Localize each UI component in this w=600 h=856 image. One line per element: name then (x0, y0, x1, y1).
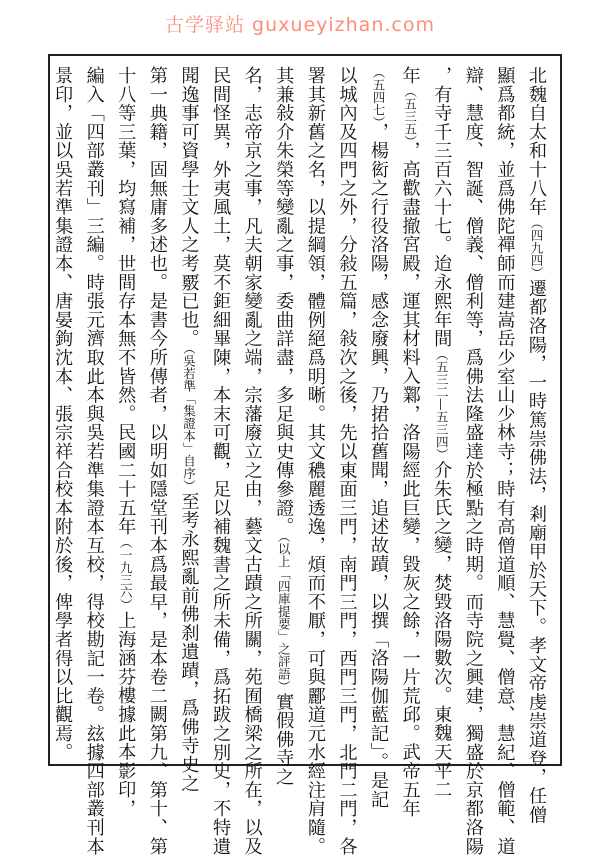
text-run: ，有寺千三百六十七。迨永熙年間 (431, 66, 453, 348)
text-run: 署其新舊之名，以提綱領，體例絕爲明晰。其文穠麗透逸，煩而不厭，可與酈道元水經注肩隨。 (304, 66, 326, 856)
text-run: 編入「四部叢刊」三編。時張元濟取此本與吳若準集證本互校，得校勘記一卷。玆據四部叢刊本 (83, 66, 105, 856)
text-run: 名，志帝京之事，凡夫朝家變亂之端，宗藩廢立之由，藝文古蹟之所關，苑囿橋梁之所在，以及 (241, 66, 263, 856)
text-column (78, 66, 110, 856)
text-column (236, 66, 268, 856)
text-run: ，楊衒之行役洛陽，感念廢興，乃捃拾舊聞，追述故蹟，以撰「洛陽伽藍記」。是記 (368, 122, 390, 809)
inline-annotation: （一九三六） (118, 536, 134, 611)
text-column (299, 66, 331, 856)
text-column (457, 66, 489, 856)
text-run: 遷都洛陽，一時篤崇佛法，剎廟甲於天下。孝文帝虔崇道登，任僧 (526, 278, 547, 825)
text-column (141, 66, 173, 856)
text-column (173, 66, 205, 793)
text-run: 介朱氏之變，焚毀洛陽數次。東魏天平二 (431, 460, 453, 799)
text-column (47, 66, 79, 762)
text-run: 第一典籍，固無庸多述也。是書今所傳者，以明如隱堂刊本爲最早，是本卷二闕第九、第十、第 (146, 66, 168, 856)
text-run: 至考永熙亂前佛刹遺蹟，爲佛寺史之 (178, 491, 200, 793)
text-column (331, 66, 363, 856)
text-column (110, 66, 142, 818)
text-column (204, 66, 236, 856)
text-run: 實假佛寺之 (273, 692, 295, 787)
text-column (268, 66, 300, 787)
inline-annotation: （吳若準「集證本」自序） (181, 348, 197, 492)
inline-annotation: （以上「四庫提要」之評語） (276, 536, 292, 693)
body-text (52, 66, 552, 856)
text-run: 北魏自太和十八年 (526, 66, 547, 217)
text-run: 景印，並以吳若準集證本、唐晏鉤沈本、張宗祥合校本附於後，俾學者得以比觀焉。 (52, 66, 74, 762)
text-column (394, 66, 426, 818)
text-column (489, 66, 521, 856)
text-run: 其兼敍介朱榮等變亂之事，委曲詳盡，多足與史傳參證。 (273, 66, 295, 536)
inline-annotation: （五四七） (371, 66, 387, 123)
inline-annotation: （五三二—五三四） (434, 348, 450, 461)
site-watermark: 古学驿站 guxueyizhan.com (165, 14, 435, 36)
text-run: 民間怪異，外夷風土，莫不鉅細畢陳，本末可觀，足以補魏書之所未備，爲拓跋之別史，不特遺 (210, 66, 232, 856)
text-run: 十八等三葉，均寫補，世間存本無不皆然。民國二十五年 (115, 66, 137, 536)
text-column (362, 66, 394, 809)
inline-annotation: （四九四） (529, 216, 544, 279)
text-run: 顯爲都統，並爲佛陀禪師而建嵩岳少室山少林寺；時有高僧道順、慧覺、僧意、慧紀、僧範、道 (494, 66, 516, 856)
text-run: 辯、慧度、智誕、僧義、僧利等，爲佛法隆盛達於極點之時期。而寺院之興建，獨盛於京都洛陽 (462, 66, 484, 856)
text-run: 年 (399, 66, 421, 85)
inline-annotation: （五三五） (402, 84, 418, 142)
text-column (426, 66, 458, 799)
text-run: ，高歡盡撤宮殿，運其材料入鄴，洛陽經此巨變，毀灰之餘，一片荒邱。武帝五年 (399, 141, 421, 818)
text-run: 聞逸事可資學士文人之考覈已也。 (178, 66, 200, 348)
text-run: 以城內及四門之外，分敍五篇，敍次之後，先以東面三門，南門三門，西門三門，北門二門，各 (336, 66, 358, 856)
text-run: 上海涵芬樓據此本影印， (115, 611, 137, 818)
text-column (520, 66, 552, 825)
